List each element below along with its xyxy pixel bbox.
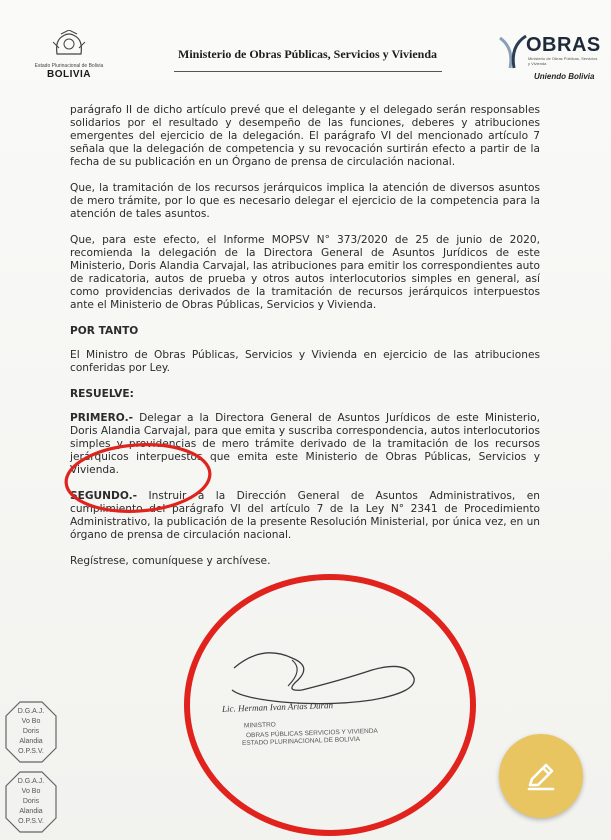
approval-stamp: [4, 770, 58, 834]
stamp-line-3: Doris: [22, 728, 40, 735]
paragraph-4: El Ministro de Obras Públicas, Servicios y Vivienda en ejercicio de las atribuciones conferidas por Ley.: [70, 349, 540, 374]
segundo-article: [70, 490, 540, 542]
signatory-ministry: OBRAS PÚBLICAS SERVICIOS Y VIVIENDA: [245, 727, 378, 740]
edit-fab-button[interactable]: [499, 734, 583, 818]
stamp-line-1: D.G.A.J.: [17, 708, 45, 715]
ministry-title: Ministerio de Obras Públicas, Servicios y Vivienda: [178, 47, 438, 61]
paragraph-3: Que, para este efecto, el Informe MOPSV N° 373/2020 de 25 de junio de 2020, recomienda la delegación de la Directora General de Asuntos Jurídicos de este Ministerio, Doris Alandia Carvajal, las atribuciones para emitir los correspondientes auto de radicatoria, autos de prueba y otros autos interlocutorios simples en general, así como providencias derivados de la tramitación de recursos jerárquicos interpuestos ante el Ministerio de Obras Públicas, Servicios y Vivienda.: [70, 234, 540, 311]
obras-logo-small-text: Ministerio de Obras Públicas, Servicios y Vivienda: [528, 56, 598, 66]
obras-slogan: Uniendo Bolivia: [534, 72, 595, 81]
signatory-name: Lic. Herman Ivan Arias Duran: [221, 700, 334, 714]
document-body: [70, 104, 540, 581]
resuelve-heading: RESUELVE:: [70, 388, 134, 400]
stamp-line-3: Doris: [22, 798, 40, 805]
coat-of-arms-icon: [49, 30, 89, 58]
obras-logo: [498, 34, 601, 86]
approval-stamp: [4, 700, 58, 764]
obras-swoosh-icon: [498, 34, 528, 70]
pencil-edit-icon: [524, 759, 558, 793]
primero-article: [70, 412, 540, 477]
closing-line: Regístrese, comuníquese y archívese.: [70, 555, 271, 567]
segundo-text: Instruir a la Dirección General de Asuntos Administrativos, en cumplimiento del parágrafo VI del artículo 7 de la Ley N° 2341 de Procedimiento Administrativo, la publicación de la presente Resolución Ministerial, por única vez, en un órgano de prensa de circulación nacional.: [70, 490, 540, 541]
por-tanto-heading: POR TANTO: [70, 325, 139, 337]
header-divider: [174, 71, 442, 72]
stamp-line-5: O.P.S.V.: [18, 818, 44, 825]
bolivia-logo: [26, 30, 112, 80]
stamp-line-5: O.P.S.V.: [18, 748, 44, 755]
signatory-state: ESTADO PLURINACIONAL DE BOLIVIA: [241, 735, 361, 748]
stamp-line-1: D.G.A.J.: [17, 778, 45, 785]
signatory-role: MINISTRO: [243, 721, 276, 730]
left-logo-small-text: Estado Plurinacional de Bolivia: [34, 63, 104, 69]
left-logo-text: BOLIVIA: [46, 69, 92, 80]
obras-logo-text: OBRAS: [526, 34, 601, 56]
paragraph-2: Que, la tramitación de los recursos jerárquicos implica la atención de diversos asuntos de mero trámite, por lo que es necesario delegar el ejercicio de la competencia para la atención de tales asuntos.: [70, 182, 540, 220]
stamp-line-4: Alandia: [19, 808, 43, 815]
paragraph-1: parágrafo II de dicho artículo prevé que el delegante y el delegado serán responsables solidarios por el resultado y desempeño de las funciones, deberes y atribuciones emergentes del ejercicio de la delegación. El parágrafo VI del mencionado artículo 7 señala que la delegación de competencia y su revocación surtirán efecto a partir de la fecha de su publicación en un Órgano de prensa de circulación nacional.: [70, 104, 540, 168]
stamp-line-4: Alandia: [19, 738, 43, 745]
primero-label: PRIMERO.-: [70, 412, 133, 424]
stamp-line-2: Vo Bo: [21, 788, 41, 795]
primero-text: Delegar a la Directora General de Asuntos Jurídicos de este Ministerio, Doris Alandia Carvajal, para que emita y suscriba correspondencia, autos interlocutorios simples y providencias de mero trámite derivado de la tramitación de los recursos jerárquicos interpuestos que emita este Ministerio de Obras Públicas, Servicios y Vivienda.: [70, 412, 540, 476]
stamp-line-2: Vo Bo: [21, 718, 41, 725]
segundo-label: SEGUNDO.-: [70, 490, 138, 502]
